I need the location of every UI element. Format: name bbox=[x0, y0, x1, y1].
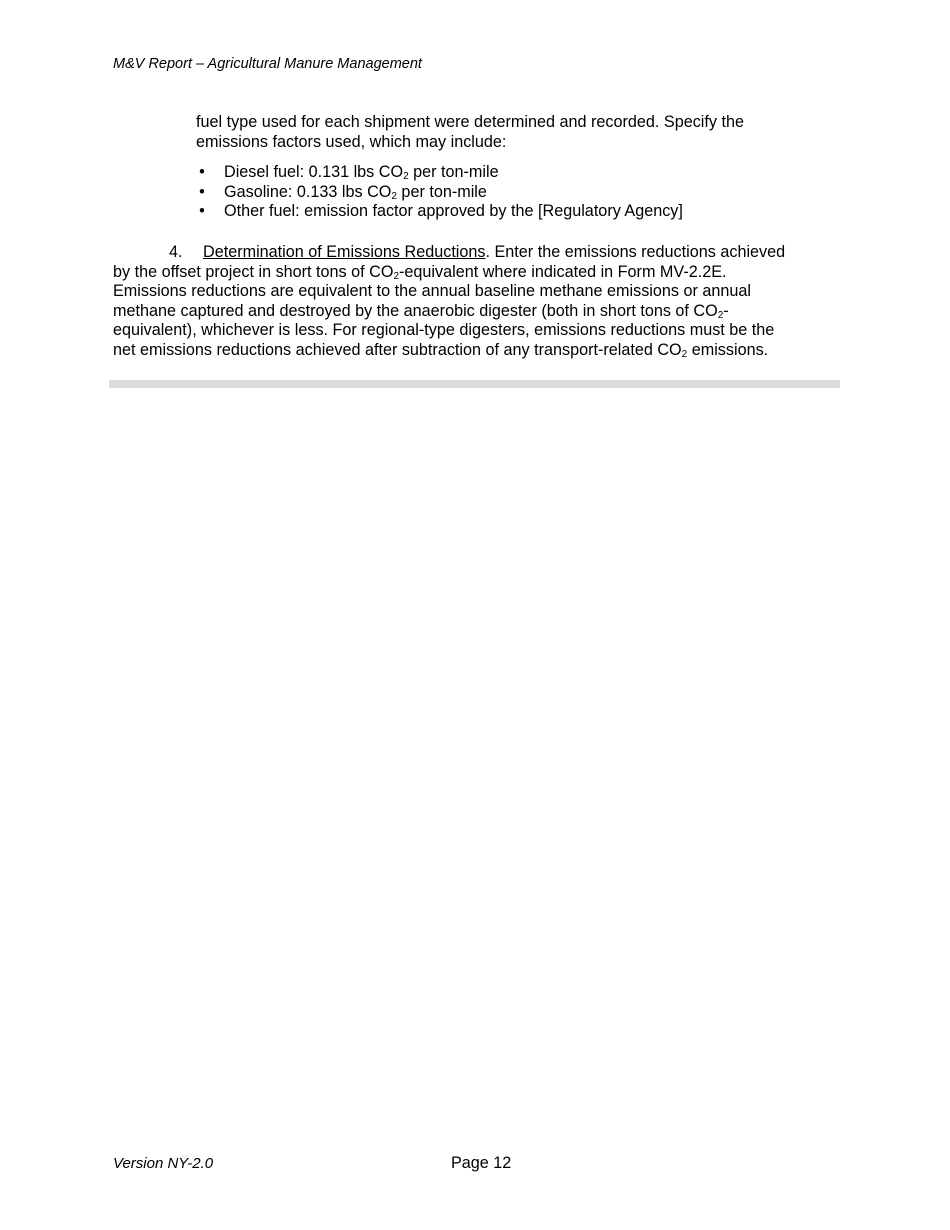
list-item-text: per ton-mile bbox=[408, 163, 499, 181]
paragraph-text: . Enter the emissions reductions achieved bbox=[485, 243, 786, 261]
paragraph-line bbox=[113, 263, 833, 283]
list-item-text: Other fuel: emission factor approved by the [Regulatory Agency] bbox=[224, 202, 683, 221]
list-item-text: per ton-mile bbox=[396, 182, 487, 201]
paragraph-line bbox=[113, 302, 833, 322]
paragraph-line bbox=[113, 341, 833, 361]
subscript: 2 bbox=[681, 348, 688, 360]
paragraph-text: methane captured and destroyed by the anaerobic digester (both in short tons of CO bbox=[113, 301, 718, 320]
intro-line: fuel type used for each shipment were determined and recorded. Specify the bbox=[196, 113, 744, 131]
paragraph-text: emissions. bbox=[687, 340, 769, 359]
subscript: 2 bbox=[393, 270, 399, 282]
list-item bbox=[196, 183, 683, 203]
section-heading: Determination of Emissions Reductions bbox=[203, 243, 486, 261]
paragraph-line: equivalent), whichever is less. For regional-type digesters, emissions reductions must be the bbox=[113, 321, 775, 340]
list-item-text: Diesel fuel: 0.131 lbs CO bbox=[224, 163, 404, 181]
bullet-icon: • bbox=[199, 163, 205, 181]
intro-line: emissions factors used, which may include: bbox=[196, 132, 507, 151]
section-4-paragraph bbox=[113, 243, 833, 361]
page-number: Page 12 bbox=[451, 1154, 512, 1172]
paragraph-text: -equivalent where indicated in Form MV-2.2E. bbox=[399, 262, 727, 281]
bullet-icon: • bbox=[199, 202, 205, 221]
paragraph-line bbox=[113, 243, 833, 263]
subscript: 2 bbox=[403, 171, 409, 182]
intro-paragraph bbox=[196, 113, 816, 152]
subscript: 2 bbox=[717, 309, 724, 321]
paragraph-text: by the offset project in short tons of CO bbox=[113, 262, 394, 281]
footer-version: Version NY-2.0 bbox=[113, 1155, 214, 1172]
paragraph-text: net emissions reductions achieved after subtraction of any transport-related CO bbox=[113, 340, 682, 359]
list-item-text: Gasoline: 0.133 lbs CO bbox=[224, 182, 392, 201]
running-header: M&V Report – Agricultural Manure Management bbox=[113, 56, 422, 72]
section-divider bbox=[109, 380, 840, 388]
list-item bbox=[196, 202, 683, 222]
paragraph-line: Emissions reductions are equivalent to the annual baseline methane emissions or annual bbox=[113, 282, 751, 301]
paragraph-text: - bbox=[723, 301, 729, 320]
list-item bbox=[196, 163, 683, 183]
emission-factor-list bbox=[196, 163, 683, 222]
subscript: 2 bbox=[391, 190, 397, 202]
bullet-icon: • bbox=[199, 182, 205, 201]
section-number: 4. bbox=[169, 243, 183, 261]
